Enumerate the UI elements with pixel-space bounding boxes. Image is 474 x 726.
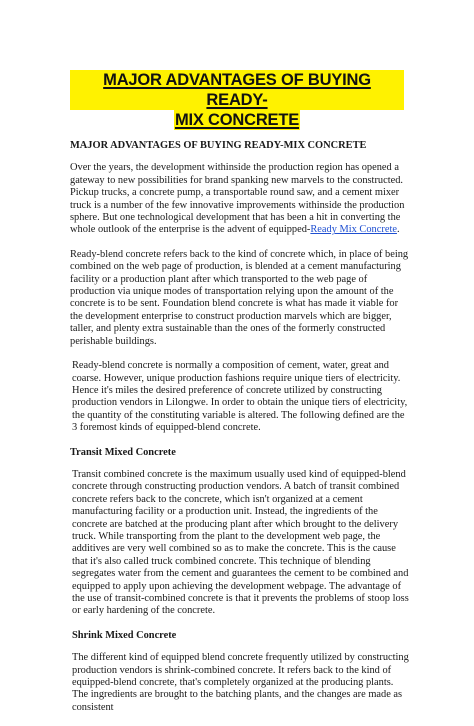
title-line-2: MIX CONCRETE: [174, 111, 300, 129]
document-title: [70, 70, 404, 130]
section-heading: MAJOR ADVANTAGES OF BUYING READY-MIX CONCRETE: [70, 140, 367, 151]
paragraph-transit-mixed: Transit combined concrete is the maximum usually used kind of equipped-blend concrete through constructing production vendors. A batch of transit combined concrete refers back to the concrete, which isn't organized at a cement manufacturing facility or a production unit. Instead, the ingredients of the concrete are batched at the producing plant after which brought to the delivery truck. While transporting from the plant to the development web page, the additives are very well combined so as to make the concrete. This is the cause that it's also called truck combined concrete. This technique of blending segregates water from the cement and guarantees the cement to be combined and equipped to apply upon achieving the development webpage. The advantage of the use of transit-combined concrete is that it prevents the problems of stoop loss or early hardening of the concrete.: [72, 468, 409, 617]
subheading-shrink-mixed: Shrink Mixed Concrete: [72, 629, 177, 641]
ready-mix-concrete-link[interactable]: Ready Mix Concrete: [310, 224, 397, 236]
paragraph-definition: Ready-blend concrete refers back to the kind of concrete which, in place of being combined on the web page of production, is blended at a cement manufacturing facility or a production plant after which transported to the web page of production via unique modes of transportation relying upon the amount of the concrete is to be sent. Foundation blend concrete is what has made it viable for the development enterprise to construct production marvels which are bigger, taller, and plenty extra sustainable than the ones of the formerly constructed perishable buildings.: [70, 248, 409, 347]
paragraph-composition: Ready-blend concrete is normally a composition of cement, water, great and coarse. However, unique production fashions require unique tiers of electricity. Hence it's miles the desired preference of concrete utilized by constructing production vendors in Lilongwe. In order to obtain the unique tiers of electricity, the quantity of the constituting variable is altered. The following defined are the 3 foremost kinds of equipped-blend concrete.: [72, 360, 408, 434]
subheading-transit-mixed: Transit Mixed Concrete: [70, 446, 176, 458]
paragraph-intro: [70, 162, 410, 236]
paragraph-intro-end: .: [396, 224, 400, 236]
document-body: [70, 140, 410, 726]
title-line-1: MAJOR ADVANTAGES OF BUYING READY-: [70, 70, 404, 110]
paragraph-shrink-mixed: The different kind of equipped blend concrete frequently utilized by constructing production vendors is shrink-combined concrete. It refers back to the kind of equipped-blend concrete, that's completely organized at the producing plants. The ingredients are brought to the batching plants, and the changes are made as consistent: [72, 652, 409, 713]
paragraph-intro-text: Over the years, the development withinside the production region has opened a gateway to new possibilities for brand spanking new marvels to the constructed. Pickup trucks, a concrete pump, a transportable round saw, and a cement mixer truck is a number of the few innovative improvements withinside the production sphere. But one technological development that has been a hit in converting the whole outlook of the enterprise is the advent of equipped-: [70, 162, 405, 236]
